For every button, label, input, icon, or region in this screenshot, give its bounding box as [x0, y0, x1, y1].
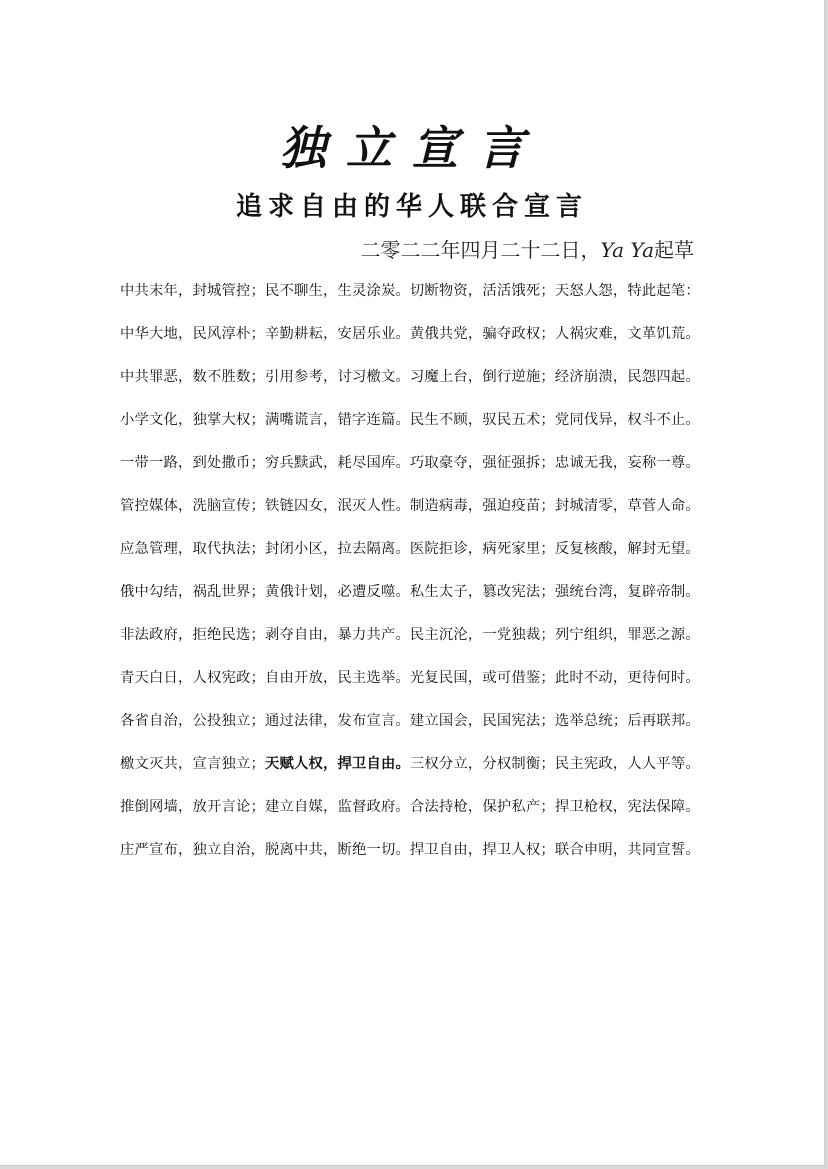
- verse-line: 庄严宣布，独立自治，脱离中共，断绝一切。捍卫自由，捍卫人权；联合申明，共同宣誓。: [120, 842, 700, 858]
- verse-line: 各省自治，公投独立；通过法律，发布宣言。建立国会，民国宪法；选举总统；后再联邦。: [120, 713, 700, 729]
- verse-line: 应急管理，取代执法；封闭小区，拉去隔离。医院拒诊，病死家里；反复核酸，解封无望。: [120, 541, 700, 557]
- verse-bold-segment: 天赋人权，捍卫自由。: [264, 756, 410, 772]
- document-subtitle: 追求自由的华人联合宣言: [235, 192, 588, 222]
- verse-line-emphasis: [120, 752, 710, 795]
- verse-line: 非法政府，拒绝民选；剥夺自由，暴力共产。民主沉沦，一党独裁；列宁组织，罪恶之源。: [120, 627, 700, 643]
- verse-segment: 三权分立，分权制衡；民主宪政，人人平等。: [409, 756, 700, 772]
- dateline-suffix: 起草: [654, 238, 694, 262]
- dateline: [360, 234, 694, 263]
- verse-line: 俄中勾结，祸乱世界；黄俄计划，必遭反噬。私生太子，篡改宪法；强统台湾，复辟帝制。: [120, 584, 700, 600]
- verse-line: 中共末年，封城管控；民不聊生，生灵涂炭。切断物资，活活饿死；天怒人怨，特此起笔：: [120, 283, 700, 299]
- document-title: 独立宣言: [280, 121, 544, 175]
- verse-line: 推倒网墙，放开言论；建立自媒，监督政府。合法持枪，保护私产；捍卫枪权，宪法保障。: [120, 799, 700, 815]
- verse-line: 青天白日，人权宪政；自由开放，民主选举。光复民国，或可借鉴；此时不动，更待何时。: [120, 670, 700, 686]
- verse-line: 中共罪恶，数不胜数；引用参考，讨习檄文。习魔上台，倒行逆施；经济崩溃，民怨四起。: [120, 369, 700, 385]
- verse-line: 管控媒体，洗脑宣传；铁链囚女，泯灭人性。制造病毒，强迫疫苗；封城清零，草菅人命。: [120, 498, 700, 514]
- dateline-date: 二零二二年四月二十二日，: [360, 238, 601, 262]
- dateline-signature: Ya Ya: [600, 238, 654, 262]
- verse-line: 一带一路，到处撒币；穷兵黩武，耗尽国库。巧取豪夺，强征强拆；忠诚无我，妄称一尊。: [120, 455, 700, 471]
- verse-segment: 檄文灭共，宣言独立；: [120, 756, 265, 772]
- verse-line: 小学文化，独掌大权；满嘴谎言，错字连篇。民生不顾，驭民五术；党同伐异，权斗不止。: [120, 412, 700, 428]
- verse-list: [120, 279, 710, 881]
- verse-line: 中华大地，民风淳朴；辛勤耕耘，安居乐业。黄俄共党，骗夺政权；人祸灾难，文革饥荒。: [120, 326, 700, 342]
